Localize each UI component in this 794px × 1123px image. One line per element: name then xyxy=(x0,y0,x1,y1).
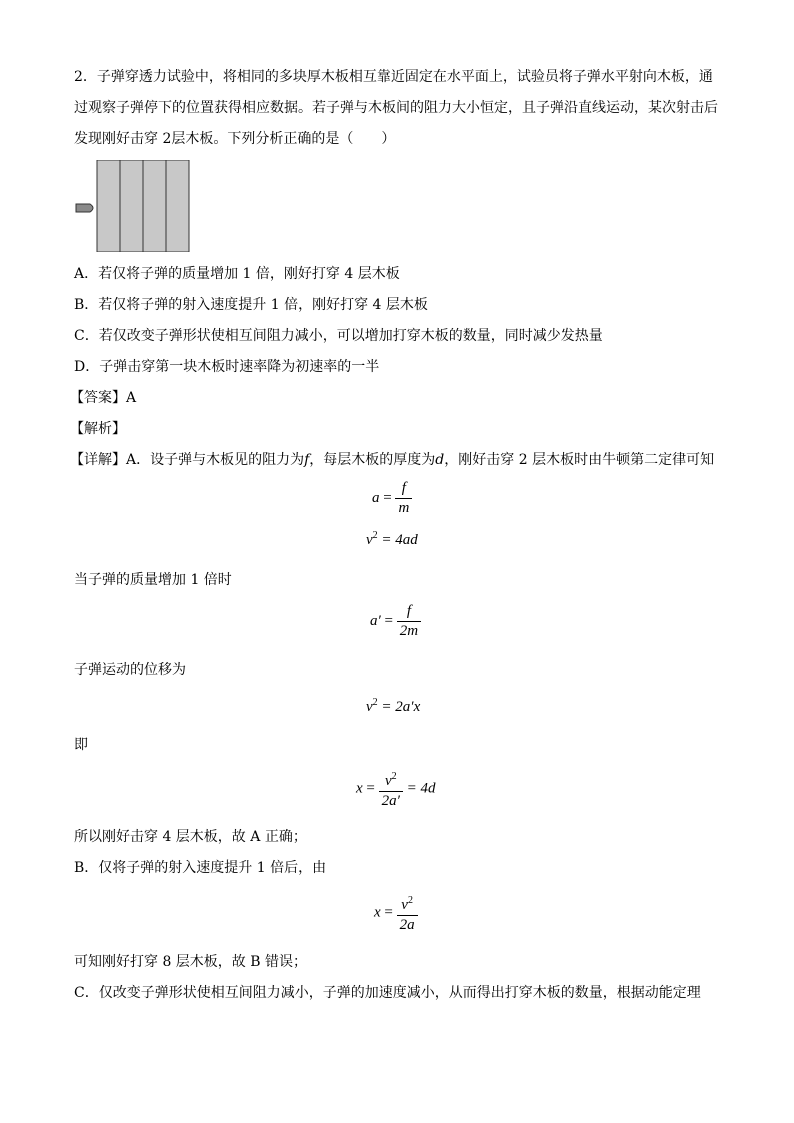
board-1 xyxy=(97,160,120,252)
equation-newton: a = $\frac{f}{m}$ xyxy=(372,480,412,517)
detail-line-mass: 当子弹的质量增加 1 倍时 xyxy=(74,572,232,588)
option-c: C．若仅改变子弹形状使相互间阻力减小，可以增加打穿木板的数量，同时减少发热量 xyxy=(74,328,603,344)
equation-velocity: $v^2 = 4ad$ xyxy=(366,530,418,548)
equation-displacement: $v^2 = 2a'x$ xyxy=(366,697,421,715)
bullet-icon xyxy=(76,204,93,212)
board-3 xyxy=(143,160,166,252)
option-a: A．若仅将子弹的质量增加 1 倍，刚好打穿 4 层木板 xyxy=(74,266,400,282)
detail-line-conclusion-b: 可知刚好打穿 8 层木板，故 B 错误； xyxy=(74,954,307,970)
detail-line-b: B．仅将子弹的射入速度提升 1 倍后，由 xyxy=(74,860,327,876)
analysis-heading: 【解析】 xyxy=(70,421,126,437)
equation-new-accel: a′ = $\frac{f}{2m}$ xyxy=(370,603,421,640)
option-d: D．子弹击穿第一块木板时速率降为初速率的一半 xyxy=(74,359,380,375)
board-4 xyxy=(166,160,189,252)
question-text: 2．子弹穿透力试验中，将相同的多块厚木板相互靠近固定在水平面上，试验员将子弹水平射向木板，通过观察子弹停下的位置获得相应数据。若子弹与木板间的阻力大小恒定，且子弹沿直线运动，某次射击后发现刚好击穿 2层木板。下列分析正确的是（ ） xyxy=(74,69,718,147)
detail-line-conclusion-a: 所以刚好击穿 4 层木板，故 A 正确； xyxy=(74,829,307,845)
answer-line: 【答案】A xyxy=(70,390,137,406)
detail-line-displacement: 子弹运动的位移为 xyxy=(74,662,186,678)
equation-result-b: x = $\frac{v^2}{2a}$ xyxy=(374,892,418,934)
detail-line-c: C．仅改变子弹形状使相互间阻力减小，子弹的加速度减小，从而得出打穿木板的数量，根据动能定理 xyxy=(74,985,701,1001)
detail-line-ji: 即 xyxy=(74,737,88,753)
option-b: B．若仅将子弹的射入速度提升 1 倍，刚好打穿 4 层木板 xyxy=(74,297,428,313)
board-2 xyxy=(120,160,143,252)
bullet-board-figure xyxy=(74,160,194,252)
detail-intro: 【详解】A．设子弹与木板见的阻力为f，每层木板的厚度为d，刚好击穿 2 层木板时由牛顿第二定律可知 xyxy=(70,452,715,468)
equation-result-a: x = $\frac{v^2}{2a'}$ = 4d xyxy=(356,768,436,810)
